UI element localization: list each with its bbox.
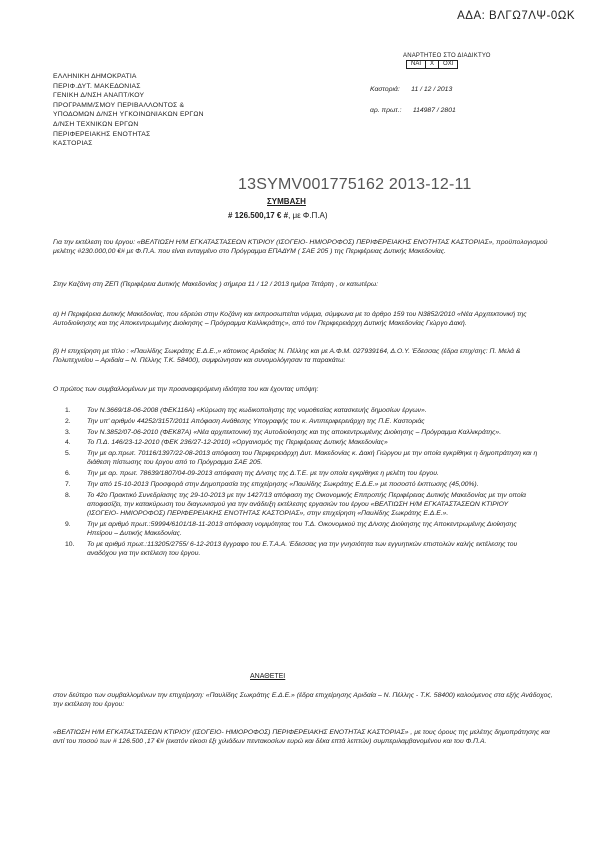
list-item: [65, 449, 540, 467]
list-text: Την με αριθμό πρωτ.:59994/6101/18-11-2013 απόφαση νομιμότητας του Τ.Δ. Οικονομικού της Δ/νσης Διοίκησης της Αποκεντρωμένης Διοίκησης Ηπείρου – Δυτικής Μακεδονίας.: [87, 520, 517, 538]
amount-value: # 126.500,17 € #: [228, 211, 289, 220]
list-number: 6.: [65, 470, 71, 478]
list-item: [65, 469, 540, 478]
list-item: [65, 520, 540, 538]
issuer-header: [53, 72, 204, 149]
list-item: [65, 438, 540, 447]
header-line: ΠΕΡΙΦ.ΔΥΤ. ΜΑΚΕΔΟΝΙΑΣ: [53, 82, 141, 90]
list-item: [65, 428, 540, 437]
amount-suffix: , με Φ.Π.Α): [288, 211, 328, 220]
intro-paragraph: Για την εκτέλεση του έργου: «ΒΕΛΤΙΩΣΗ Η/Μ ΕΓΚΑΤΑΣΤΑΣΕΩΝ ΚΤΙΡΙΟΥ (ΙΣΟΓΕΙΟ- ΗΜΙΟΡΟΦΟΣ) ΠΕΡΙΦΕΡΕΙΑΚΗΣ ΕΝΟΤΗΤΑΣ ΚΑΣΤΟΡΙΑΣ», προϋπολογισμού μελέτης #230.000,00 €# με Φ.Π.Α. που είναι ενταγμένο στο Πρόγραμμα ΕΠΑΔΥΜ ( ΣΑΕ 205 ) της Περιφέρειας Δυτικής Μακεδονίας.: [53, 239, 548, 256]
list-number: 7.: [65, 480, 71, 488]
list-number: 10.: [65, 540, 75, 548]
list-text: Τον Ν.3669/18-06-2008 (ΦΕΚ116Α) «Κύρωση της κωδικοποίησης της νομοθεσίας κατασκευής δημοσίων έργων».: [87, 407, 427, 414]
posted-online-box: [403, 53, 521, 69]
party-a-paragraph: α) Η Περιφέρεια Δυτικής Μακεδονίας, που εδρεύει στην Κοζάνη και εκπροσωπείται νόμιμα, σύμφωνα με το άρθρο 159 του Ν3852/2010 «Νέα Αρχιτεκτονική της Αυτοδιοίκησης και της Αποκεντρωμένης Διοίκησης – Πρόγραμμα Καλλικράτης», από τον Περιφερειάρχη Δυτικής Μακεδονίας Γιώργο Δακή.: [53, 311, 527, 328]
header-line: ΓΕΝΙΚΗ Δ/ΝΣΗ ΑΝΑΠΤ/ΚΟΥ: [53, 92, 145, 100]
document-title: ΣΥΜΒΑΣΗ: [267, 197, 306, 206]
protocol-row: [370, 106, 456, 116]
header-line: ΠΕΡΙΦΕΡΕΙΑΚΗΣ ΕΝΟΤΗΤΑΣ: [53, 130, 151, 138]
list-text: Το Π.Δ. 146/23-12-2010 (ΦΕΚ 236/27-12-2010) «Οργανισμός της Περιφέρειας Δυτικής Μακεδονίας»: [87, 439, 388, 447]
list-item: [65, 540, 540, 558]
party-b-paragraph: β) Η επιχείρηση με τίτλο : «Παυλίδης Σωκράτης Ε.Δ.Ε.,» κάτοικος Αριδαίας Ν. Πέλλης και με Α.Φ.Μ. 027939164, Δ.Ο.Υ. Έδεσσας (έδρα επιχ/σης: Π. Μελά & Πολυτεχνείου – Αριδαία – Ν. Πέλλης Τ.Κ. 58400), συμφώνησαν και συνομολόγησαν τα παρακάτω:: [53, 348, 521, 365]
header-line: ΥΠΟΔΟΜΩΝ Δ/ΝΣΗ ΥΓΚΟΙΝΩΝΙΑΚΩΝ ΕΡΓΩΝ: [53, 111, 204, 119]
list-item: [65, 491, 540, 519]
header-line: Δ/ΝΣΗ ΤΕΧΝΙΚΩΝ ΕΡΓΩΝ: [53, 120, 139, 128]
posted-title: ΑΝΑΡΤΗΤΕΟ ΣΤΟ ΔΙΑΔΙΚΤΥΟ: [403, 53, 491, 59]
assign-paragraph: στον δεύτερο των συμβαλλομένων την επιχείρηση: «Παυλίδης Σωκράτης Ε.Δ.Ε.» (έδρα επιχείρησης Αριδαία – Ν. Πέλλης - Τ.Κ. 58400) καλούμενος στα εξής Ανάδοχος, την εκτέλεση του έργου:: [53, 692, 553, 709]
list-text: Τον Ν.3852/07-06-2010 (ΦΕΚ87Α) «Νέα αρχιτεκτονική της Αυτοδιοίκησης και της αποκεντρωμένης Διοίκησης – Πρόγραμμα Καλλικράτης».: [87, 428, 502, 436]
list-item: [65, 406, 540, 415]
header-line: ΠΡΟΓΡΑΜΜ/ΣΜΟΥ ΠΕΡΙΒΑΛΛΟΝΤΟΣ &: [53, 101, 185, 109]
contract-amount: [228, 211, 328, 220]
list-number: 2.: [65, 417, 71, 425]
place-paragraph: Στην Καζάνη στη ΖΕΠ (Περιφέρεια Δυτικής Μακεδονίας ) σήμερα 11 / 12 / 2013 ημέρα Τετάρτη , οι κατωτέρω:: [53, 281, 379, 288]
assigns-heading: ΑΝΑΘΕΤΕΙ: [250, 673, 286, 680]
list-number: 5.: [65, 450, 71, 458]
date-row: [370, 85, 456, 95]
list-item: [65, 417, 540, 426]
list-number: 3.: [65, 428, 71, 436]
list-text: Το με αριθμό πρωτ.:113205/2755/ 6-12-2013 έγγραφο του Ε.Τ.Α.Α. Έδεσσας για την γνησιότητα των εγγυητικών επιστολών καλής εκτέλεσης του αναδόχου για την εκτέλεση του έργου.: [87, 540, 518, 558]
list-text: Την με αρ.πρωτ. 70116/1397/22-08-2013 απόφαση του Περιφερειάρχη Δυτ. Μακεδονίας κ. Δακή Γιώργου με την οποία εγκρίθηκε η δημοπράτηση και η διάθεση πίστωσης του έργου από το Πρόγραμμα ΣΑΕ 205.: [87, 450, 538, 467]
date-label: Καστοριά:: [370, 86, 400, 93]
ada-code: ΑΔΑ: ΒΛΓΩ7ΛΨ-0ΩΚ: [457, 10, 575, 22]
header-line: ΚΑΣΤΟΡΙΑΣ: [53, 140, 93, 148]
list-number: 1.: [65, 407, 71, 414]
protocol-value: 114987 / 2801: [412, 107, 456, 114]
considerations-list: [65, 406, 540, 560]
list-text: Το 42ο Πρακτικό Συνεδρίασης της 29-10-2013 με την 1427/13 απόφαση της Οικονομικής Επιτροπής Περιφέρειας Δυτικής Μακεδονίας με την οποία αποφασίζει, την κατακύρωση του διαγωνισμού για την ανάδειξη εκτέλεσης εργασιών του έργου «ΒΕΛΤΙΩΣΗ Η/Μ ΕΓΚΑΤΑΣΤΑΣΕΩΝ ΚΤΙΡΙΟΥ (ΙΣΟΓΕΙΟ- ΗΜΙΟΡΟΦΟΣ) ΠΕΡΙΦΕΡΕΙΑΚΗΣ ΕΝΟΤΗΤΑΣ ΚΑΣΤΟΡΙΑΣ», στην επιχείρηση «Παυλίδης Σωκράτης Ε.Δ.Ε.».: [87, 491, 527, 518]
posted-table: [406, 60, 458, 69]
posted-yes: ΝΑΙ: [407, 61, 426, 69]
document-meta: [370, 85, 456, 116]
header-line: ΕΛΛΗΝΙΚΗ ΔΗΜΟΚΡΑΤΙΑ: [53, 73, 137, 80]
list-number: 4.: [65, 439, 71, 447]
list-item: [65, 480, 540, 489]
list-text: Την υπ' αριθμόν 44252/3157/2011 Απόφαση Ανάθεσης Υπογραφής του κ. Αντιπεριφερειάρχη της Π.Ε. Καστοριάς: [87, 417, 425, 425]
posted-mark: Χ: [426, 61, 439, 69]
protocol-label: αρ. πρωτ.:: [370, 107, 402, 114]
list-number: 8.: [65, 491, 71, 499]
list-text: Την από 15-10-2013 Προσφορά στην Δημοπρασία της επιχείρησης «Παυλίδης Σωκράτης Ε.Δ.Ε.» με ποσοστό έκπτωσης (45,00%).: [87, 480, 479, 488]
posted-no: ΟΧΙ: [439, 61, 458, 69]
considering-paragraph: Ο πρώτος των συμβαλλομένων με την προαναφερόμενη ιδιότητα του και έχοντας υπόψη:: [53, 386, 319, 393]
list-number: 9.: [65, 520, 71, 528]
list-text: Την με αρ. πρωτ. 78639/1807/04-09-2013 απόφαση της Δ/νσης της Δ.Τ.Ε. με την οποία εγκρίθηκε η μελέτη του έργου.: [87, 470, 439, 478]
date-value: 11 / 12 / 2013: [411, 86, 453, 93]
assign-terms-paragraph: «ΒΕΛΤΙΩΣΗ Η/Μ ΕΓΚΑΤΑΣΤΑΣΕΩΝ ΚΤΙΡΙΟΥ (ΙΣΟΓΕΙΟ- ΗΜΙΟΡΟΦΟΣ) ΠΕΡΙΦΕΡΕΙΑΚΗΣ ΕΝΟΤΗΤΑΣ ΚΑΣΤΟΡΙΑΣ» , με τους όρους της μελέτης δημοπράτησης και αντί του ποσού των # 126.500 ,17 €# (εκατόν είκοσι έξι χιλιάδων πεντακοσίων ευρώ και δέκα επτά λεπτών) συμπεριλαμβανομένου και του Φ.Π.Α.: [53, 729, 550, 746]
contract-id: 13SYMV001775162 2013-12-11: [238, 176, 472, 193]
